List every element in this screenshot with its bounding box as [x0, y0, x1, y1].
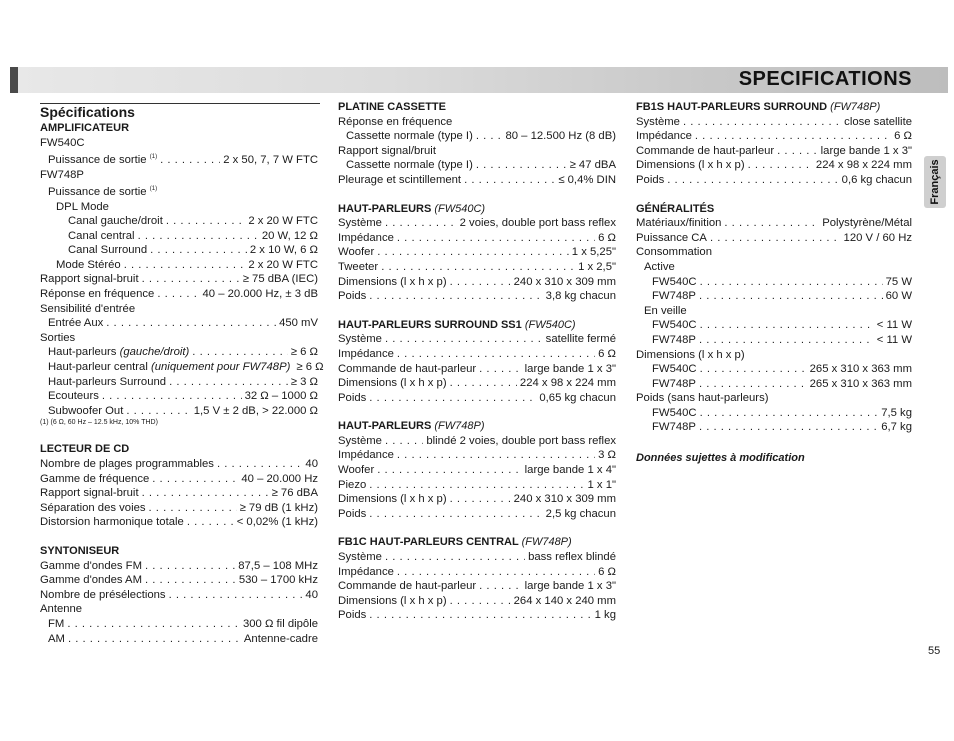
spec-row: FW748P . . . < 11 W	[636, 333, 912, 348]
spec-row: Système . . . close satellite	[636, 115, 912, 130]
spec-label: Dimensions (l x h x p)	[636, 348, 745, 361]
spec-row: FW540C . . . 265 x 310 x 363 mm	[636, 362, 912, 377]
spec-label: Sorties	[40, 331, 76, 344]
spec-row: Gamme d'ondes FM . . . 87,5 – 108 MHz	[40, 559, 318, 574]
section-heading-general: GÉNÉRALITÉS	[636, 202, 715, 215]
spec-row: FW748P . . . 6,7 kg	[636, 420, 912, 435]
spec-row: FW748P . . . 265 x 310 x 363 mm	[636, 377, 912, 392]
spec-row: FW748P . . . 60 W	[636, 289, 912, 304]
section-heading-speakers-fw748p: HAUT-PARLEURS (FW748P)	[338, 420, 485, 433]
spec-row: Subwoofer Out . . . 1,5 V ± 2 dB, > 22.000 Ω	[40, 404, 318, 419]
spec-row: Rapport signal-bruit . . . ≥ 76 dBA	[40, 486, 318, 501]
spec-row: Poids . . . 1 kg	[338, 608, 616, 623]
header-bar	[10, 67, 948, 93]
page-title: Spécifications	[40, 104, 135, 120]
spec-row: Haut-parleur central (uniquement pour FW748P) ≥ 6 Ω	[48, 361, 324, 374]
spec-row: FM . . . 300 Ω fil dipôle	[40, 617, 318, 632]
spec-row: Rapport signal-bruit . . . ≥ 75 dBA (IEC)	[40, 272, 318, 287]
spec-row: Puissance de sortie $^{(1)}$ . . . 2 x 50, 7, 7 W FTC	[40, 150, 318, 167]
footnote: (1) (6 Ω, 60 Hz – 12.5 kHz, 10% THD)	[40, 419, 158, 427]
spec-row: Canal Surround . . . 2 x 10 W, 6 Ω	[40, 243, 318, 258]
spec-row: Piezo . . . 1 x 1"	[338, 478, 616, 493]
spec-row: Poids . . . 2,5 kg chacun	[338, 507, 616, 522]
spec-row: Impédance . . . 6 Ω	[338, 565, 616, 580]
section-heading-center-fb1c: FB1C HAUT-PARLEURS CENTRAL (FW748P)	[338, 536, 572, 549]
spec-row: Nombre de plages programmables . . . 40	[40, 457, 318, 472]
spec-row: Séparation des voies . . . ≥ 79 dB (1 kHz)	[40, 501, 318, 516]
header-bar-edge	[10, 67, 18, 93]
model-label: FW540C	[40, 136, 85, 149]
spec-row: Dimensions (l x h x p) . . . 224 x 98 x 224 mm	[338, 376, 616, 391]
spec-row: Tweeter . . . 1 x 2,5"	[338, 260, 616, 275]
spec-label: DPL Mode	[56, 200, 109, 213]
spec-label: Rapport signal/bruit	[338, 144, 436, 157]
spec-row: FW540C . . . 7,5 kg	[636, 406, 912, 421]
spec-label: Consommation	[636, 246, 712, 259]
spec-row: Canal gauche/droit . . . 2 x 20 W FTC	[40, 214, 318, 229]
spec-row: Mode Stéréo . . . 2 x 20 W FTC	[40, 258, 318, 273]
spec-row: Impédance . . . 6 Ω	[636, 129, 912, 144]
spec-row: Nombre de présélections . . . 40	[40, 588, 318, 603]
spec-row: Impédance . . . 6 Ω	[338, 347, 616, 362]
spec-label: Sensibilité d'entrée	[40, 302, 136, 315]
spec-row: Réponse en fréquence . . . 40 – 20.000 Hz, ± 3 dB	[40, 287, 318, 302]
spec-row: Commande de haut-parleur . . . large bande 1 x 3"	[338, 362, 616, 377]
spec-row: Haut-parleurs (gauche/droit) . . . ≥ 6 Ω	[40, 345, 318, 360]
section-heading-cd: LECTEUR DE CD	[40, 443, 130, 456]
language-side-tab-label: Français	[929, 159, 941, 205]
spec-row: Poids . . . 0,6 kg chacun	[636, 173, 912, 188]
spec-label: Puissance de sortie $^{(1)}$	[48, 185, 158, 198]
spec-label: Active	[644, 260, 675, 273]
section-heading-surround-ss1: HAUT-PARLEURS SURROUND SS1 (FW540C)	[338, 318, 576, 331]
spec-row: Poids . . . 0,65 kg chacun	[338, 391, 616, 406]
column-3	[636, 100, 912, 466]
spec-row: Système . . . bass reflex blindé	[338, 550, 616, 565]
section-heading-tuner: SYNTONISEUR	[40, 544, 120, 557]
spec-row: FW540C . . . < 11 W	[636, 318, 912, 333]
spec-row: Dimensions (l x h x p) . . . 224 x 98 x 224 mm	[636, 158, 912, 173]
spec-row: Woofer . . . large bande 1 x 4"	[338, 463, 616, 478]
section-heading-cassette: PLATINE CASSETTE	[338, 101, 446, 113]
column-2	[338, 100, 616, 623]
spec-row: Canal central . . . 20 W, 12 Ω	[40, 229, 318, 244]
spec-label: Réponse en fréquence	[338, 115, 453, 128]
spec-row: Dimensions (l x h x p) . . . 240 x 310 x 309 mm	[338, 492, 616, 507]
spec-row: AM . . . Antenne-cadre	[40, 632, 318, 647]
disclaimer-note: Données sujettes à modification	[636, 452, 805, 465]
spec-row: Woofer . . . 1 x 5,25"	[338, 245, 616, 260]
spec-row: Cassette normale (type I) . . . ≥ 47 dBA	[338, 158, 616, 173]
spec-row: Système . . . blindé 2 voies, double port bass reflex	[338, 434, 616, 449]
spec-row: Cassette normale (type I) . . . 80 – 12.500 Hz (8 dB)	[338, 129, 616, 144]
spec-row: Impédance . . . 6 Ω	[338, 231, 616, 246]
spec-row: Ecouteurs . . . 32 Ω – 1000 Ω	[40, 389, 318, 404]
spec-row: Commande de haut-parleur . . . large bande 1 x 3"	[636, 144, 912, 159]
language-side-tab	[924, 156, 946, 208]
spec-row: Distorsion harmonique totale . . . < 0,02% (1 kHz)	[40, 515, 318, 530]
spec-row: Entrée Aux . . . 450 mV	[40, 316, 318, 331]
spec-label: En veille	[644, 304, 687, 317]
section-heading-surround-fb1s: FB1S HAUT-PARLEURS SURROUND (FW748P)	[636, 101, 881, 113]
spec-row: Système . . . 2 voies, double port bass reflex	[338, 216, 616, 231]
spec-row: Matériaux/finition . . . Polystyrène/Métal	[636, 216, 912, 231]
spec-label: Antenne	[40, 603, 83, 616]
page-number: 55	[928, 645, 941, 657]
spec-row: Gamme de fréquence . . . 40 – 20.000 Hz	[40, 472, 318, 487]
spec-row: Impédance . . . 3 Ω	[338, 448, 616, 463]
spec-label: Poids (sans haut-parleurs)	[636, 392, 769, 405]
spec-row: Poids . . . 3,8 kg chacun	[338, 289, 616, 304]
spec-row: Gamme d'ondes AM . . . 530 – 1700 kHz	[40, 573, 318, 588]
spec-row: Commande de haut-parleur . . . large bande 1 x 3"	[338, 579, 616, 594]
page-header-title: SPECIFICATIONS	[738, 68, 912, 90]
spec-row: Dimensions (l x h x p) . . . 264 x 140 x 240 mm	[338, 594, 616, 609]
section-heading-amplifier: AMPLIFICATEUR	[40, 122, 130, 134]
model-label: FW748P	[40, 168, 84, 181]
spec-row: FW540C . . . 75 W	[636, 275, 912, 290]
spec-row: Haut-parleurs Surround . . . ≥ 3 Ω	[40, 375, 318, 390]
column-1	[40, 100, 324, 646]
spec-row: Pleurage et scintillement . . . ≤ 0,4% DIN	[338, 173, 616, 188]
section-heading-speakers-fw540c: HAUT-PARLEURS (FW540C)	[338, 202, 486, 215]
spec-row: Dimensions (l x h x p) . . . 240 x 310 x 309 mm	[338, 275, 616, 290]
spec-row: Puissance CA . . . 120 V / 60 Hz	[636, 231, 912, 246]
spec-row: Système . . . satellite fermé	[338, 332, 616, 347]
